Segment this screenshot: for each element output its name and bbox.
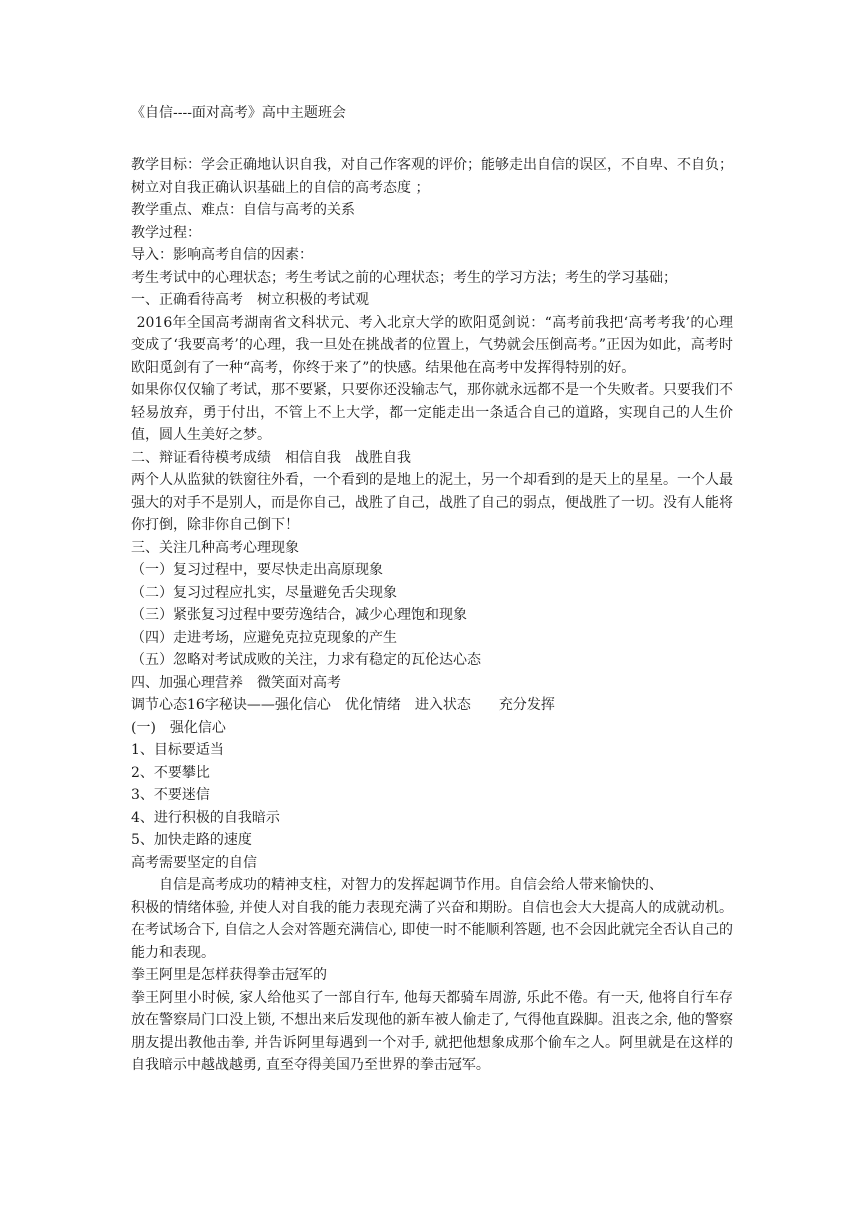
paragraph-failure: 如果你仅仅输了考试，那不要紧，只要你还没输志气，那你就永远都不是一个失败者。只要我们不轻易放弃，勇于付出，不管上不上大学，都一定能走出一条适合自己的道路，实现自己的人生价值，圆人生美好之梦。: [131, 382, 733, 443]
section-heading-2: 二、辩证看待模考成绩 相信自我 战胜自我: [131, 449, 411, 466]
paragraph-process: 教学过程：: [131, 224, 201, 241]
list-item-phenomenon-2: （二）复习过程应扎实，尽量避免舌尖现象: [131, 584, 397, 601]
section-heading-3: 三、关注几种高考心理现象: [131, 539, 299, 556]
paragraph-intro: 导入：影响高考自信的因素：: [131, 247, 313, 263]
paragraph-factors: 考生考试中的心理状态；考生考试之前的心理状态；考生的学习方法；考生的学习基础；: [131, 269, 677, 286]
list-item-tip-4: 4、进行积极的自我暗示: [131, 809, 280, 826]
list-item-phenomenon-4: （四）走进考场，应避免克拉克现象的产生: [131, 629, 397, 646]
subheading-ali: 拳王阿里是怎样获得拳击冠军的: [131, 967, 327, 983]
list-item-phenomenon-1: （一）复习过程中，要尽快走出高原现象: [131, 562, 383, 578]
paragraph-key-points: 教学重点、难点：自信与高考的关系: [131, 202, 355, 218]
paragraph-confidence-pillar: 自信是高考成功的精神支柱，对智力的发挥起调节作用。自信会给人带来愉快的、: [159, 877, 663, 893]
subheading-firm-confidence: 高考需要坚定的自信: [131, 854, 257, 871]
paragraph-ali-story: 拳王阿里小时候, 家人给他买了一部自行车, 他每天都骑车周游, 乐此不倦。有一天, 他将自行车存放在警察局门口没上锁, 不想出来后发现他的新车被人偷走了, 气得他直跺脚。沮丧之余, 他的警察朋友提出教他击拳, 并告诉阿里每遇到一个对手, 就把他想象成那个偷车之人。阿里就是在这样的自我暗示中越战越勇, 直至夺得美国乃至世界的拳击冠军。: [131, 989, 733, 1073]
list-item-tip-2: 2、不要攀比: [131, 764, 210, 781]
list-item-tip-1: 1、目标要适当: [131, 742, 224, 758]
paragraph-confidence-effects: 积极的情绪体验, 并使人对自我的能力表现充满了兴奋和期盼。自信也会大大提高人的成就动机。在考试场合下, 自信之人会对答题充满信心, 即使一时不能顺利答题, 也不会因此就完全否认自己的能力和表现。: [131, 899, 733, 961]
document-title: 《自信----面对高考》高中主题班会: [131, 105, 346, 121]
list-item-phenomenon-5: （五）忽略对考试成败的关注，力求有稳定的瓦伦达心态: [131, 652, 481, 668]
paragraph-prison-window: 两个人从监狱的铁窗往外看，一个看到的是地上的泥土，另一个却看到的是天上的星星。一个人最强大的对手不是别人，而是你自己，战胜了自己，战胜了自己的弱点，便战胜了一切。没有人能将你打倒，除非你自己倒下！: [131, 472, 733, 533]
paragraph-teaching-goal: 教学目标：学会正确地认识自我，对自己作客观的评价；能够走出自信的误区，不自卑、不自负；树立对自我正确认识基础上的自信的高考态度 ；: [131, 157, 733, 196]
subheading-strengthen-confidence: (一) 强化信心: [131, 719, 226, 736]
paragraph-ouyang: 2016年全国高考湖南省文科状元、考入北京大学的欧阳觅剑说：“高考前我把‘高考考我’的心理变成了‘我要高考’的心理，我一旦处在挑战者的位置上，气势就会压倒高考。”正因为如此，高考时欧阳觅剑有了一种“高考，你终于来了”的快感。结果他在高考中发挥得特别的好。: [131, 314, 733, 376]
list-item-tip-5: 5、加快走路的速度: [131, 832, 252, 848]
list-item-phenomenon-3: （三）紧张复习过程中要劳逸结合，减少心理饱和现象: [131, 607, 467, 623]
paragraph-16-tips: 调节心态16字秘诀——强化信心 优化情绪 进入状态 充分发挥: [131, 697, 555, 713]
document-page: [131, 102, 733, 1077]
list-item-tip-3: 3、不要迷信: [131, 787, 210, 803]
section-heading-1: 一、正确看待高考 树立积极的考试观: [131, 292, 369, 308]
section-heading-4: 四、加强心理营养 微笑面对高考: [131, 674, 341, 691]
